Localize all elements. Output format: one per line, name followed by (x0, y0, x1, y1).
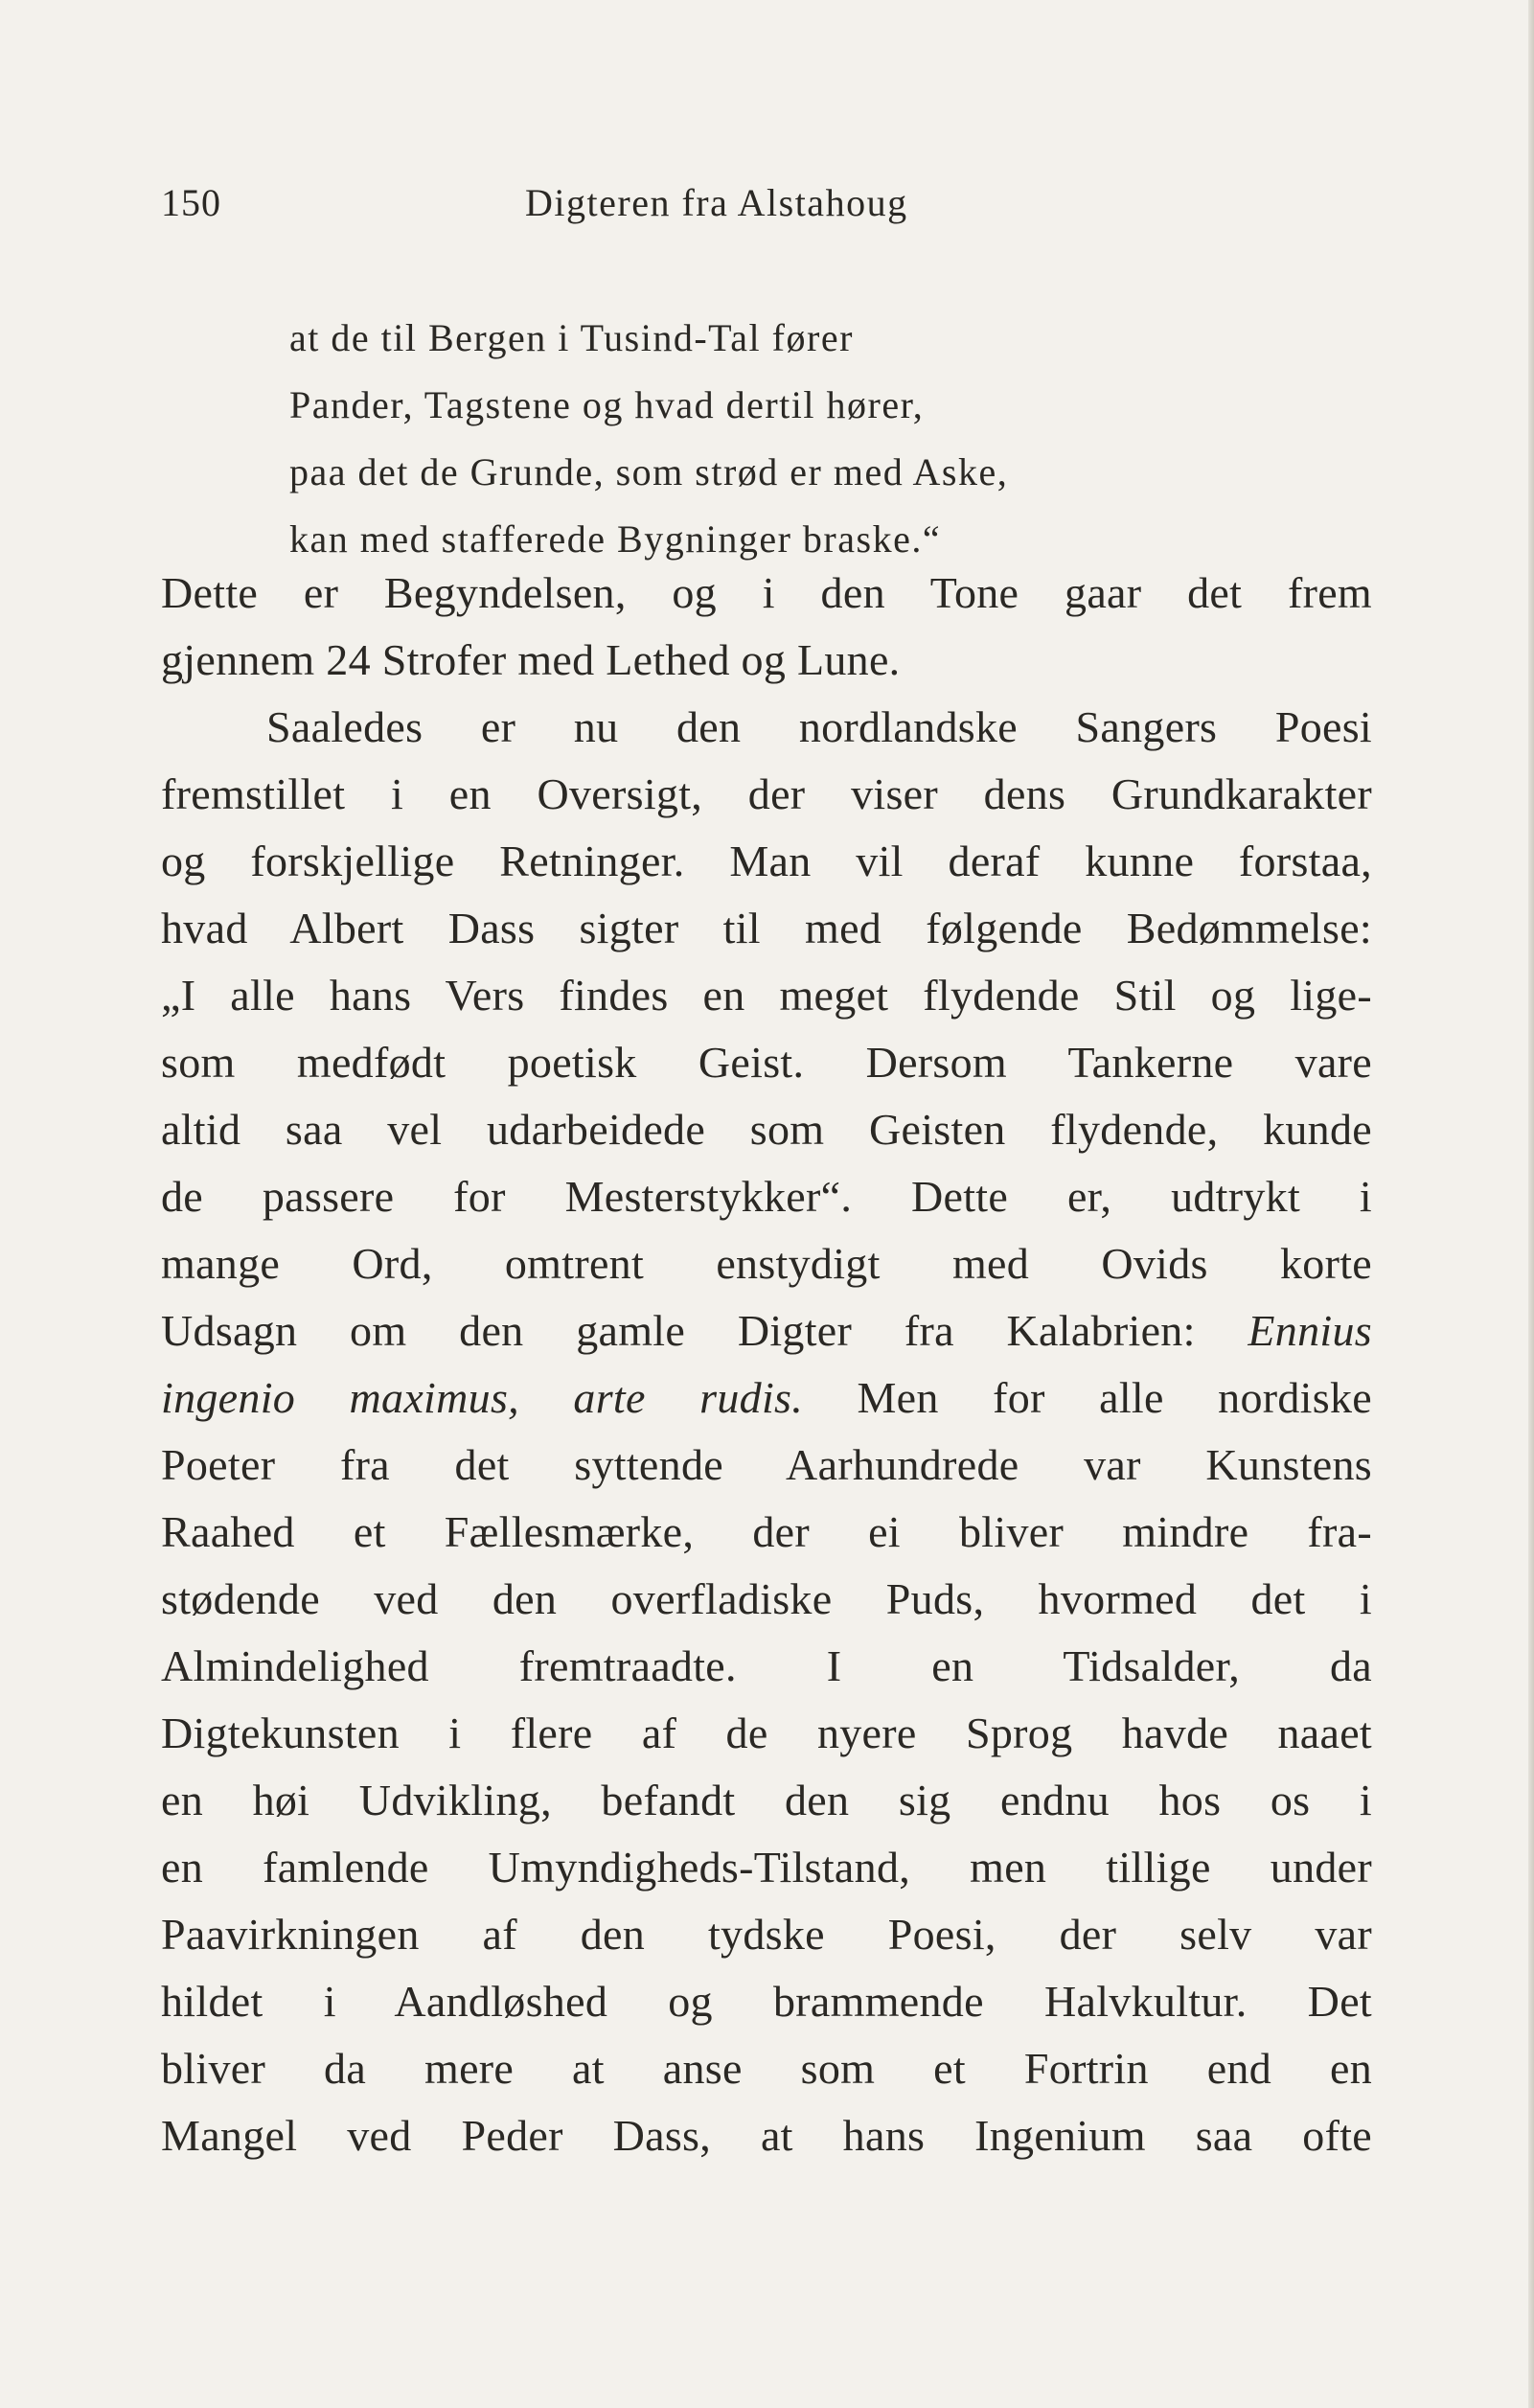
text-line: gjennem 24 Strofer med Lethed og Lune. (161, 635, 901, 684)
verse-line: kan med stafferede Bygninger braske.“ (289, 517, 942, 561)
text-line (161, 1297, 1372, 1365)
text-segment: Men for alle nordiske (857, 1373, 1372, 1422)
text-line: Almindelighed fremtraadte. I en Tidsalder, da (161, 1641, 1372, 1690)
text-line: hildet i Aandløshed og brammende Halvkultur. Det (161, 1977, 1372, 2026)
text-segment: Udsagn om den gamle Digter fra Kalabrien: (161, 1306, 1196, 1355)
text-line: Poeter fra det syttende Aarhundrede var Kunstens (161, 1440, 1372, 1489)
body-text (161, 560, 1372, 2169)
text-line: Dette er Begyndelsen, og i den Tone gaar det frem (161, 568, 1372, 617)
text-line: Paavirkningen af den tydske Poesi, der selv var (161, 1910, 1372, 1959)
page-number: 150 (161, 181, 221, 224)
latin-quote: ingenio maximus, arte rudis. (161, 1373, 804, 1422)
text-line: som medfødt poetisk Geist. Dersom Tankerne vare (161, 1038, 1372, 1087)
text-line: bliver da mere at anse som et Fortrin end en (161, 2044, 1372, 2093)
text-line: en høi Udvikling, befandt den sig endnu hos os i (161, 1776, 1372, 1824)
text-line: „I alle hans Vers findes en meget flydende Stil og lige- (161, 971, 1372, 1020)
text-line: mange Ord, omtrent enstydigt med Ovids korte (161, 1239, 1372, 1288)
verse-quotation (289, 305, 1343, 573)
text-line: en famlende Umyndigheds-Tilstand, men tillige under (161, 1843, 1372, 1892)
page-edge (1528, 0, 1534, 2408)
verse-line: paa det de Grunde, som strød er med Aske, (289, 450, 1009, 493)
text-line: og forskjellige Retninger. Man vil deraf kunne forstaa, (161, 837, 1372, 885)
latin-quote: Ennius (1248, 1306, 1372, 1355)
text-line: hvad Albert Dass sigter til med følgende Bedømmelse: (161, 904, 1372, 952)
page-header (161, 180, 1378, 238)
text-line (161, 1365, 1372, 1432)
paragraph-start: Saaledes er nu den nordlandske Sangers Poesi (266, 702, 1372, 751)
verse-line: at de til Bergen i Tusind-Tal fører (289, 316, 854, 359)
verse-line: Pander, Tagstene og hvad dertil hører, (289, 383, 925, 426)
text-line: stødende ved den overfladiske Puds, hvormed det i (161, 1574, 1372, 1623)
text-line: de passere for Mesterstykker“. Dette er, udtrykt i (161, 1172, 1372, 1221)
text-line: altid saa vel udarbeidede som Geisten flydende, kunde (161, 1105, 1372, 1154)
text-line: fremstillet i en Oversigt, der viser dens Grundkarakter (161, 769, 1372, 818)
text-line: Raahed et Fællesmærke, der ei bliver mindre fra- (161, 1507, 1372, 1556)
text-line: Digtekunsten i flere af de nyere Sprog havde naaet (161, 1709, 1372, 1757)
running-title: Digteren fra Alstahoug (525, 181, 908, 224)
text-line: Mangel ved Peder Dass, at hans Ingenium saa ofte (161, 2111, 1372, 2160)
